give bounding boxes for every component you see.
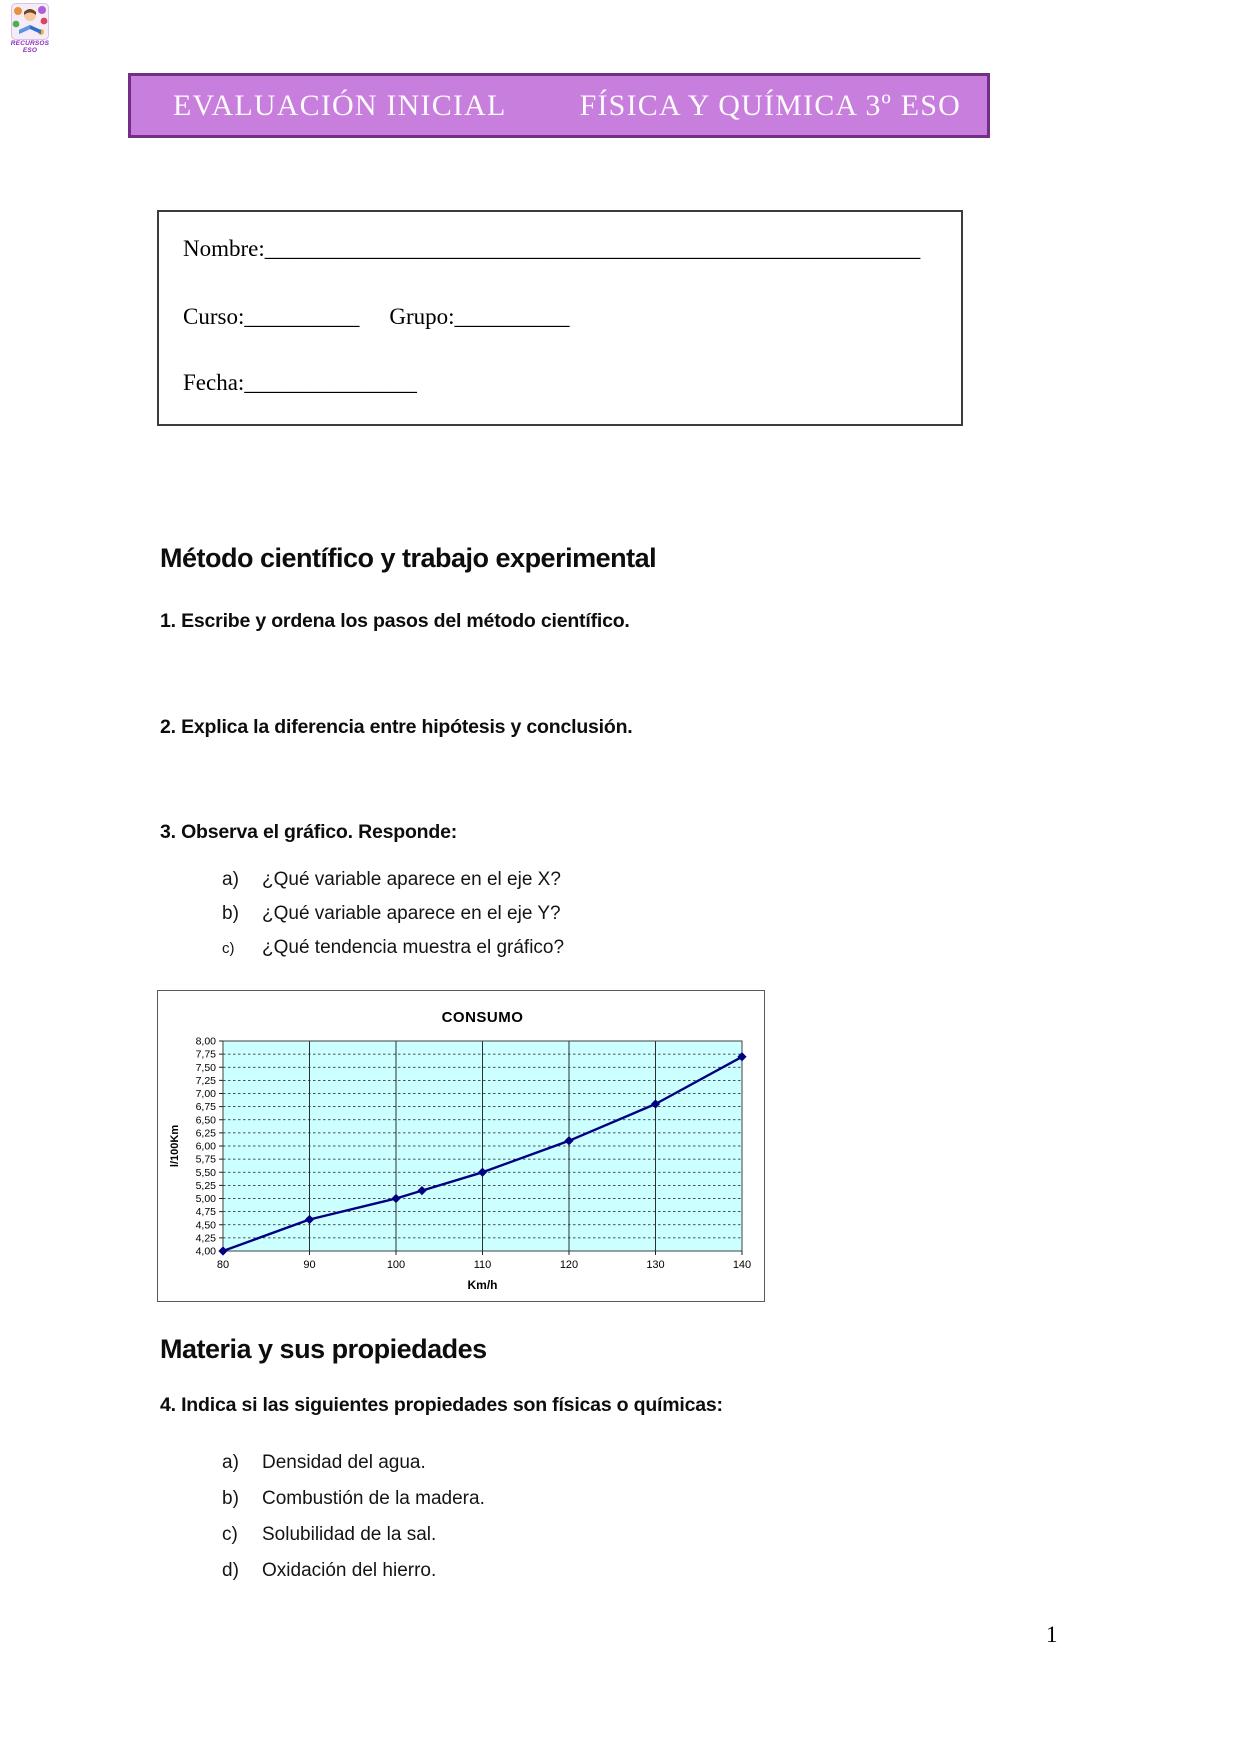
q4-item-a-marker: a) (222, 1452, 239, 1473)
consumo-chart-svg (158, 991, 764, 1301)
svg-text:90: 90 (303, 1259, 316, 1271)
curso-blank: __________ (244, 304, 360, 329)
svg-text:l/100Km: l/100Km (169, 1124, 181, 1168)
svg-text:6,25: 6,25 (195, 1127, 216, 1140)
q4-item-c-marker: c) (222, 1524, 238, 1545)
curso-label: Curso: (183, 304, 245, 329)
svg-text:6,50: 6,50 (195, 1114, 216, 1127)
svg-text:7,50: 7,50 (195, 1061, 216, 1074)
q3-item-a-marker: a) (222, 869, 239, 890)
q3-item-c-marker: c) (222, 940, 235, 957)
q3-item-c-text: ¿Qué tendencia muestra el gráfico? (262, 937, 565, 958)
q3-item-a-text: ¿Qué variable aparece en el eje X? (262, 869, 561, 890)
question-4: 4. Indica si las siguientes propiedades son físicas o químicas: (160, 1394, 723, 1416)
svg-text:5,25: 5,25 (195, 1179, 216, 1192)
question-1: 1. Escribe y ordena los pasos del método científico. (160, 610, 630, 632)
svg-text:110: 110 (473, 1259, 492, 1271)
svg-text:100: 100 (386, 1259, 406, 1271)
q3-item-b-marker: b) (222, 903, 239, 924)
nombre-row (183, 236, 920, 262)
svg-text:8,00: 8,00 (195, 1035, 216, 1048)
q4-item-b-marker: b) (222, 1488, 239, 1509)
fecha-blank: _______________ (244, 370, 417, 395)
q4-item-b-text: Combustión de la madera. (262, 1488, 485, 1509)
svg-text:5,50: 5,50 (195, 1166, 216, 1179)
section-heading-materia: Materia y sus propiedades (160, 1334, 487, 1364)
logo-text-bottom: ESO (22, 47, 38, 54)
svg-text:Km/h: Km/h (467, 1278, 498, 1292)
svg-text:4,75: 4,75 (195, 1206, 216, 1219)
banner-left-title: EVALUACIÓN INICIAL (173, 88, 507, 122)
svg-text:4,25: 4,25 (195, 1232, 216, 1245)
title-banner (128, 73, 990, 138)
student-info-box (157, 210, 963, 426)
q3-item-c (222, 937, 564, 959)
question-3: 3. Observa el gráfico. Responde: (160, 821, 458, 843)
q4-item-d-text: Oxidación del hierro. (262, 1560, 437, 1581)
q4-item-d (222, 1560, 436, 1582)
svg-text:7,75: 7,75 (195, 1048, 216, 1061)
svg-text:5,75: 5,75 (195, 1153, 216, 1166)
question-2: 2. Explica la diferencia entre hipótesis y conclusión. (160, 716, 633, 738)
svg-text:7,25: 7,25 (195, 1074, 216, 1087)
logo-text-top: RECURSOS (10, 40, 50, 47)
svg-text:4,00: 4,00 (195, 1245, 216, 1258)
svg-text:140: 140 (732, 1259, 752, 1271)
svg-text:80: 80 (216, 1259, 230, 1271)
svg-text:4,50: 4,50 (195, 1219, 216, 1232)
q3-item-b-text: ¿Qué variable aparece en el eje Y? (262, 903, 561, 924)
q3-item-b (222, 903, 561, 925)
svg-text:130: 130 (646, 1259, 665, 1271)
q4-item-c (222, 1524, 436, 1546)
page-number: 1 (1046, 1622, 1058, 1647)
q4-item-d-marker: d) (222, 1560, 239, 1581)
q3-item-a (222, 869, 561, 891)
svg-text:6,75: 6,75 (195, 1101, 216, 1114)
section-heading-metodo: Método científico y trabajo experimental (160, 543, 657, 573)
svg-text:CONSUMO: CONSUMO (441, 1009, 524, 1026)
fecha-label: Fecha: (183, 370, 245, 395)
q4-item-a (222, 1452, 426, 1474)
nombre-blank: _________________________________________________________ (264, 236, 921, 261)
nombre-label: Nombre: (183, 236, 265, 261)
consumo-chart (157, 990, 765, 1302)
q4-item-c-text: Solubilidad de la sal. (262, 1524, 437, 1545)
recursos-eso-logo (6, 3, 54, 54)
svg-text:120: 120 (559, 1259, 579, 1271)
logo-illustration-icon (11, 3, 49, 40)
fecha-row (183, 370, 417, 396)
grupo-blank: __________ (454, 304, 570, 329)
banner-right-title: FÍSICA Y QUÍMICA 3º ESO (579, 88, 961, 122)
q4-item-b (222, 1488, 485, 1510)
q4-item-a-text: Densidad del agua. (262, 1452, 426, 1473)
svg-text:7,00: 7,00 (195, 1088, 216, 1101)
grupo-label: Grupo: (389, 304, 455, 329)
curso-grupo-row (183, 304, 570, 330)
svg-text:6,00: 6,00 (195, 1140, 216, 1153)
svg-text:5,00: 5,00 (195, 1193, 216, 1206)
